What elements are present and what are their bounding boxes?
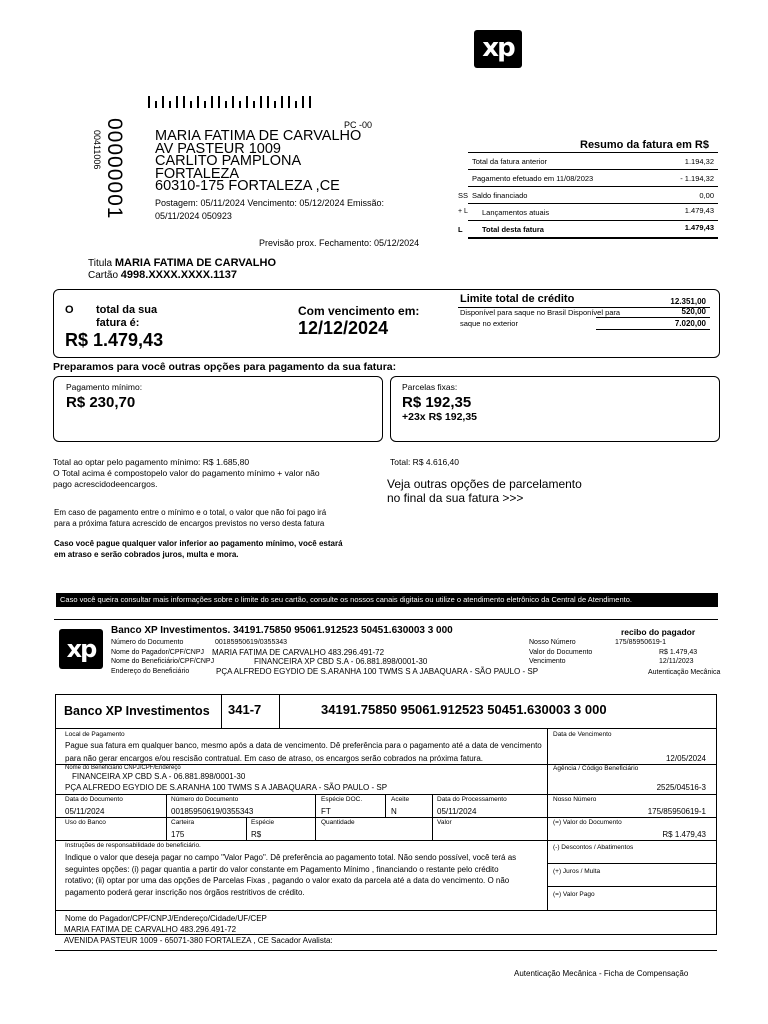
benef-2: PÇA ALFREDO EGYDIO DE S.ARANHA 100 TWMS S A JABAQUARA - SÃO PAULO - SP: [65, 783, 388, 792]
parcelas-value: R$ 192,35: [402, 394, 472, 411]
vertical-number: 00000001: [103, 118, 126, 220]
recibo-bank-line: Banco XP Investimentos. 34191.75850 95061.912523 50451.630003 3 000: [111, 625, 453, 636]
recibo-num-doc: 00185950619/0355343: [215, 639, 288, 646]
valor-doc-label: (=) Valor do Documento: [553, 819, 622, 826]
resumo-table: [458, 152, 718, 239]
instr-label: Instruções de responsabilidade do beneficiário.: [65, 842, 201, 849]
cartao: Cartão 4998.XXXX.XXXX.1137: [88, 269, 237, 281]
postagem-line: Postagem: 05/11/2024 Vencimento: 05/12/2024 Emissão:: [155, 198, 384, 208]
aceite: N: [391, 807, 397, 816]
benef-label: Nome do Beneficiário CNPJ/CPF/Endereço: [65, 765, 181, 771]
addr-cep: 60310-175 FORTALEZA ,CE: [155, 178, 340, 194]
postal-barcode: [148, 96, 354, 108]
recibo-end-label: Endereço do Beneficiário: [111, 668, 190, 675]
pc-code: PC -00: [344, 120, 373, 130]
valor-pago-label: (=) Valor Pago: [553, 891, 595, 898]
summary-box: [53, 289, 720, 358]
venc-value: 12/05/2024: [665, 754, 706, 763]
uso-label: Uso do Banco: [65, 819, 106, 826]
nosso-value: 175/85950619-1: [647, 807, 706, 816]
recibo-benef-label: Nome do Beneficiário/CPF/CNPJ: [111, 658, 215, 665]
recibo-num-doc-label: Número do Documento: [111, 639, 184, 646]
note-paragraph-2: Caso você pague qualquer valor inferior ao pagamento mínimo, você estará em atraso e serão cobrados juros, multa e mora.: [54, 539, 343, 559]
recibo-pagador-label: Nome do Pagador/CPF/CNPJ: [111, 649, 204, 656]
recibo-venc: 12/11/2023: [659, 658, 694, 665]
slip-digitable-line: 34191.75850 95061.912523 50451.630003 3 000: [321, 702, 607, 717]
benef-1: FINANCEIRA XP CBD S.A - 06.881.898/0001-30: [72, 772, 246, 781]
resumo-row: Pagamento efetuado em 11/08/2023 - 1.194,32: [472, 174, 714, 183]
venc-label: Data de Vencimento: [553, 731, 612, 738]
resumo-row-total: L Total desta fatura 1.479,43: [458, 223, 714, 234]
total-label-1: total da sua: [96, 304, 158, 316]
disp-ext-value: 7.020,00: [674, 319, 706, 328]
resumo-row: Total da fatura anterior 1.194,32: [472, 157, 714, 166]
recibo-nosso-label: Nosso Número: [529, 639, 576, 646]
especie-doc: FT: [321, 807, 331, 816]
data-proc: 05/11/2024: [437, 807, 477, 816]
pagador-text: MARIA FATIMA DE CARVALHO 483.296.491-72 AVENIDA PASTEUR 1009 - 65071-380 FORTALEZA , CE Sacador Avalista:: [64, 925, 333, 945]
parcelas-fixas-box: [390, 376, 720, 442]
resumo-title: Resumo da fatura em R$: [580, 139, 709, 151]
options-title: Preparamos para você outras opções para pagamento da sua fatura:: [53, 361, 397, 373]
instr-text: Indique o valor que deseja pagar no campo "Valor Pago". Dê preferência ao pagamento total. Não sendo possível, você terá as seguintes opções: (i) pagar quantia a partir do valor constante em Pagamento Mínimo , financiando o restante pelo crédito rotativo; (ii) optar por uma das opções de Parcelas Fixas , pagando o valor exato da parcela até a data do vencimento. O não pagamento poderá gerar inscrição nos órgãos restritivos de crédito.: [65, 853, 517, 897]
disp-brasil-value: 520,00: [681, 307, 706, 316]
disp-brasil-label: Disponível para saque no Brasil Disponível para: [460, 308, 621, 317]
emissao-line: 05/11/2024 050923: [155, 211, 232, 221]
total-value: R$ 1.479,43: [65, 330, 164, 350]
qtd-label: Quantidade: [321, 819, 355, 826]
recibo-benef: FINANCEIRA XP CBD S.A - 06.881.898/0001-30: [254, 657, 428, 666]
valor-label: Valor: [437, 819, 452, 826]
previsao-fechamento: Previsão prox. Fechamento: 05/12/2024: [259, 238, 420, 248]
recibo-end: PÇA ALFREDO EGYDIO DE S.ARANHA 100 TWMS S A JABAQUARA - SÃO PAULO - SP: [216, 667, 539, 676]
local-label: Local de Pagamento: [65, 731, 125, 738]
ficha-compensacao: [55, 694, 717, 935]
agencia-label: Agência / Código Beneficiário: [553, 765, 639, 772]
aceite-label: Aceite: [391, 796, 410, 803]
nosso-label: Nosso Número: [553, 796, 597, 803]
carteira: 175: [171, 830, 185, 839]
venc-date: 12/12/2024: [298, 318, 389, 338]
pagador-label: Nome do Pagador/CPF/CNPJ/Endereço/Cidade/UF/CEP: [65, 914, 267, 923]
xp-logo: xp: [474, 30, 522, 68]
pag-min-label: Pagamento mínimo:: [66, 382, 143, 392]
recibo-auth: Autenticação Mecânica: [648, 669, 721, 676]
mailing-address: [155, 130, 361, 193]
recibo-venc-label: Vencimento: [529, 658, 566, 665]
summary-o: O: [65, 304, 74, 316]
descontos-label: (-) Descontos / Abatimentos: [553, 844, 634, 851]
recibo-pagador: MARIA FATIMA DE CARVALHO 483.296.491-72: [212, 648, 385, 657]
data-doc-label: Data do Documento: [65, 796, 123, 803]
valor-doc: R$ 1.479,43: [662, 830, 706, 839]
resumo-row: + L Lançamentos atuais 1.479,43: [458, 206, 714, 217]
xp-logo-small: xp: [59, 629, 103, 669]
recibo-valor-label: Valor do Documento: [529, 649, 593, 656]
limite-title: Limite total de crédito: [460, 293, 575, 305]
total-label-2: fatura é:: [96, 317, 140, 329]
addr-district: CARLITO PAMPLONA: [155, 153, 302, 169]
total-parcelado: Total: R$ 4.616,40: [390, 457, 459, 467]
especie-doc-label: Espécie DOC.: [321, 796, 363, 803]
ficha-footer: Autenticação Mecânica - Ficha de Compensação: [514, 969, 689, 978]
veja-opcoes[interactable]: Veja outras opções de parcelamento no final da sua fatura >>>: [387, 477, 582, 505]
agencia-value: 2525/04516-3: [656, 783, 706, 792]
juros-label: (+) Juros / Multa: [553, 868, 601, 875]
num-doc: 00185950619/0355343: [171, 807, 254, 816]
pagamento-minimo-box: [53, 376, 383, 442]
especie-label: Espécie: [251, 819, 275, 826]
slip-code: 341-7: [228, 702, 262, 717]
venc-label: Com vencimento em:: [298, 304, 420, 318]
local-text-1: Pague sua fatura em qualquer banco, mesmo após a data de vencimento. Dê preferência para o pagamento até a data de vencimento: [65, 741, 542, 750]
addr-city: FORTALEZA: [155, 165, 240, 182]
pag-min-value: R$ 230,70: [66, 394, 136, 411]
info-band: Caso você queira consultar mais informações sobre o limite do seu cartão, consulte os nossos canais digitais ou utilize o atendimento eletrônico da Central de Atendimento.: [56, 593, 718, 607]
vertical-code-small: 00411006: [92, 130, 102, 170]
note-paragraph-1: Em caso de pagamento entre o mínimo e o total, o valor que não foi pago irá para a próxima fatura acrescido de encargos previstos no verso desta fatura: [54, 508, 327, 528]
data-doc: 05/11/2024: [65, 807, 105, 816]
addr-name: MARIA FATIMA DE CARVALHO: [155, 128, 362, 144]
especie: R$: [251, 830, 262, 839]
limite-value: 12.351,00: [670, 297, 706, 306]
parcelas-sub: +23x R$ 192,35: [402, 411, 478, 423]
titular: Titula MARIA FATIMA DE CARVALHO: [88, 257, 276, 269]
slip-bank: Banco XP Investimentos: [64, 704, 210, 718]
resumo-row: SS Saldo financiado 0,00: [458, 191, 714, 200]
data-proc-label: Data do Processamento: [437, 796, 507, 803]
recibo-valor: R$ 1.479,43: [659, 649, 698, 656]
local-text-2: para não gerar encargos e/ou rescisão contratual. Em caso de atraso, os encargos serão cobrados na próxima fatura.: [65, 754, 484, 763]
addr-street: AV PASTEUR 1009: [155, 140, 281, 157]
recibo-nosso: 175/85950619-1: [615, 639, 666, 646]
num-doc-label: Número do Documento: [171, 796, 239, 803]
carteira-label: Carteira: [171, 819, 195, 826]
disp-ext-label: saque no exterior: [460, 319, 518, 328]
recibo-title: recibo do pagador: [621, 627, 696, 637]
left-notes: Total ao optar pelo pagamento mínimo: R$ 1.685,80 O Total acima é compostopelo valor do pagamento mínimo + valor não pago acrescidodeencargos.: [53, 457, 320, 489]
parcelas-label: Parcelas fixas:: [402, 382, 458, 392]
